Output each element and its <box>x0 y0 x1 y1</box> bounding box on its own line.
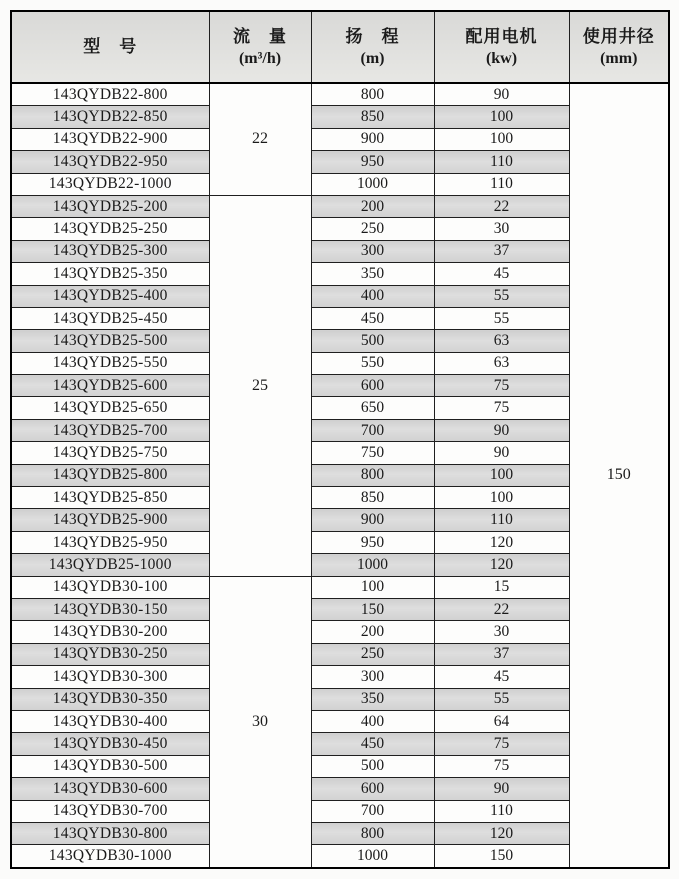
model-cell: 143QYDB25-400 <box>11 285 209 307</box>
head-cell: 650 <box>311 397 434 419</box>
model-cell: 143QYDB22-850 <box>11 106 209 128</box>
flow-group-cell: 25 <box>209 195 311 576</box>
model-cell: 143QYDB25-900 <box>11 509 209 531</box>
header-well-label: 使用井径 <box>582 26 655 46</box>
header-well-unit: (mm) <box>600 50 638 68</box>
header-model <box>11 11 209 83</box>
model-cell: 143QYDB30-500 <box>11 755 209 777</box>
motor-cell: 63 <box>434 330 569 352</box>
header-motor <box>434 11 569 83</box>
head-cell: 500 <box>311 755 434 777</box>
motor-cell: 22 <box>434 598 569 620</box>
header-flow-unit: (m³/h) <box>238 50 282 68</box>
head-cell: 900 <box>311 509 434 531</box>
motor-cell: 45 <box>434 263 569 285</box>
motor-cell: 75 <box>434 755 569 777</box>
head-cell: 400 <box>311 285 434 307</box>
head-cell: 750 <box>311 442 434 464</box>
motor-cell: 45 <box>434 666 569 688</box>
head-cell: 1000 <box>311 554 434 576</box>
motor-cell: 63 <box>434 352 569 374</box>
model-cell: 143QYDB30-800 <box>11 822 209 844</box>
head-cell: 800 <box>311 464 434 486</box>
header-head <box>311 11 434 83</box>
pump-table-body <box>11 83 669 868</box>
head-cell: 200 <box>311 195 434 217</box>
model-cell: 143QYDB25-250 <box>11 218 209 240</box>
model-cell: 143QYDB25-950 <box>11 531 209 553</box>
model-cell: 143QYDB30-150 <box>11 598 209 620</box>
motor-cell: 100 <box>434 106 569 128</box>
model-cell: 143QYDB25-350 <box>11 263 209 285</box>
motor-cell: 110 <box>434 151 569 173</box>
head-cell: 250 <box>311 218 434 240</box>
head-cell: 400 <box>311 710 434 732</box>
model-cell: 143QYDB25-750 <box>11 442 209 464</box>
motor-cell: 37 <box>434 643 569 665</box>
model-cell: 143QYDB25-850 <box>11 487 209 509</box>
model-cell: 143QYDB30-1000 <box>11 845 209 868</box>
table-header <box>11 11 669 83</box>
head-cell: 1000 <box>311 845 434 868</box>
header-flow-label: 流 量 <box>233 26 287 46</box>
motor-cell: 64 <box>434 710 569 732</box>
head-cell: 600 <box>311 375 434 397</box>
head-cell: 350 <box>311 263 434 285</box>
model-cell: 143QYDB25-200 <box>11 195 209 217</box>
model-cell: 143QYDB25-500 <box>11 330 209 352</box>
head-cell: 550 <box>311 352 434 374</box>
motor-cell: 15 <box>434 576 569 598</box>
motor-cell: 30 <box>434 218 569 240</box>
model-cell: 143QYDB22-900 <box>11 128 209 150</box>
model-cell: 143QYDB22-800 <box>11 83 209 106</box>
head-cell: 900 <box>311 128 434 150</box>
model-cell: 143QYDB30-350 <box>11 688 209 710</box>
model-cell: 143QYDB30-450 <box>11 733 209 755</box>
head-cell: 250 <box>311 643 434 665</box>
head-cell: 800 <box>311 822 434 844</box>
header-head-unit: (m) <box>360 50 385 68</box>
motor-cell: 100 <box>434 464 569 486</box>
motor-cell: 90 <box>434 419 569 441</box>
well-diameter-cell: 150 <box>569 83 669 868</box>
head-cell: 100 <box>311 576 434 598</box>
motor-cell: 110 <box>434 173 569 195</box>
model-cell: 143QYDB22-950 <box>11 151 209 173</box>
motor-cell: 55 <box>434 688 569 710</box>
head-cell: 450 <box>311 733 434 755</box>
motor-cell: 120 <box>434 531 569 553</box>
motor-cell: 150 <box>434 845 569 868</box>
head-cell: 600 <box>311 778 434 800</box>
head-cell: 700 <box>311 419 434 441</box>
head-cell: 300 <box>311 666 434 688</box>
model-cell: 143QYDB25-300 <box>11 240 209 262</box>
motor-cell: 110 <box>434 800 569 822</box>
flow-group-cell: 22 <box>209 83 311 195</box>
motor-cell: 37 <box>434 240 569 262</box>
header-motor-unit: (kw) <box>485 50 518 68</box>
motor-cell: 120 <box>434 554 569 576</box>
motor-cell: 100 <box>434 128 569 150</box>
head-cell: 1000 <box>311 173 434 195</box>
motor-cell: 30 <box>434 621 569 643</box>
head-cell: 150 <box>311 598 434 620</box>
model-cell: 143QYDB30-400 <box>11 710 209 732</box>
model-cell: 143QYDB30-700 <box>11 800 209 822</box>
model-cell: 143QYDB30-300 <box>11 666 209 688</box>
head-cell: 200 <box>311 621 434 643</box>
header-well <box>569 11 669 83</box>
motor-cell: 75 <box>434 397 569 419</box>
table-row <box>11 83 669 106</box>
motor-cell: 110 <box>434 509 569 531</box>
motor-cell: 55 <box>434 285 569 307</box>
model-cell: 143QYDB30-100 <box>11 576 209 598</box>
header-row <box>11 11 669 83</box>
model-cell: 143QYDB30-250 <box>11 643 209 665</box>
model-cell: 143QYDB22-1000 <box>11 173 209 195</box>
head-cell: 800 <box>311 83 434 106</box>
model-cell: 143QYDB25-650 <box>11 397 209 419</box>
head-cell: 700 <box>311 800 434 822</box>
head-cell: 850 <box>311 106 434 128</box>
header-motor-label: 配用电机 <box>465 26 538 46</box>
head-cell: 350 <box>311 688 434 710</box>
model-cell: 143QYDB25-550 <box>11 352 209 374</box>
model-cell: 143QYDB25-800 <box>11 464 209 486</box>
model-cell: 143QYDB25-600 <box>11 375 209 397</box>
model-cell: 143QYDB25-700 <box>11 419 209 441</box>
model-cell: 143QYDB25-1000 <box>11 554 209 576</box>
head-cell: 300 <box>311 240 434 262</box>
model-cell: 143QYDB30-600 <box>11 778 209 800</box>
model-cell: 143QYDB30-200 <box>11 621 209 643</box>
flow-group-cell: 30 <box>209 576 311 868</box>
motor-cell: 22 <box>434 195 569 217</box>
motor-cell: 90 <box>434 778 569 800</box>
pump-spec-table <box>10 10 670 869</box>
head-cell: 950 <box>311 531 434 553</box>
motor-cell: 90 <box>434 83 569 106</box>
header-model-label: 型 号 <box>83 37 138 57</box>
motor-cell: 75 <box>434 733 569 755</box>
head-cell: 500 <box>311 330 434 352</box>
head-cell: 450 <box>311 307 434 329</box>
head-cell: 950 <box>311 151 434 173</box>
header-head-label: 扬 程 <box>345 26 400 46</box>
model-cell: 143QYDB25-450 <box>11 307 209 329</box>
motor-cell: 90 <box>434 442 569 464</box>
header-flow <box>209 11 311 83</box>
motor-cell: 100 <box>434 487 569 509</box>
head-cell: 850 <box>311 487 434 509</box>
motor-cell: 120 <box>434 822 569 844</box>
motor-cell: 55 <box>434 307 569 329</box>
motor-cell: 75 <box>434 375 569 397</box>
